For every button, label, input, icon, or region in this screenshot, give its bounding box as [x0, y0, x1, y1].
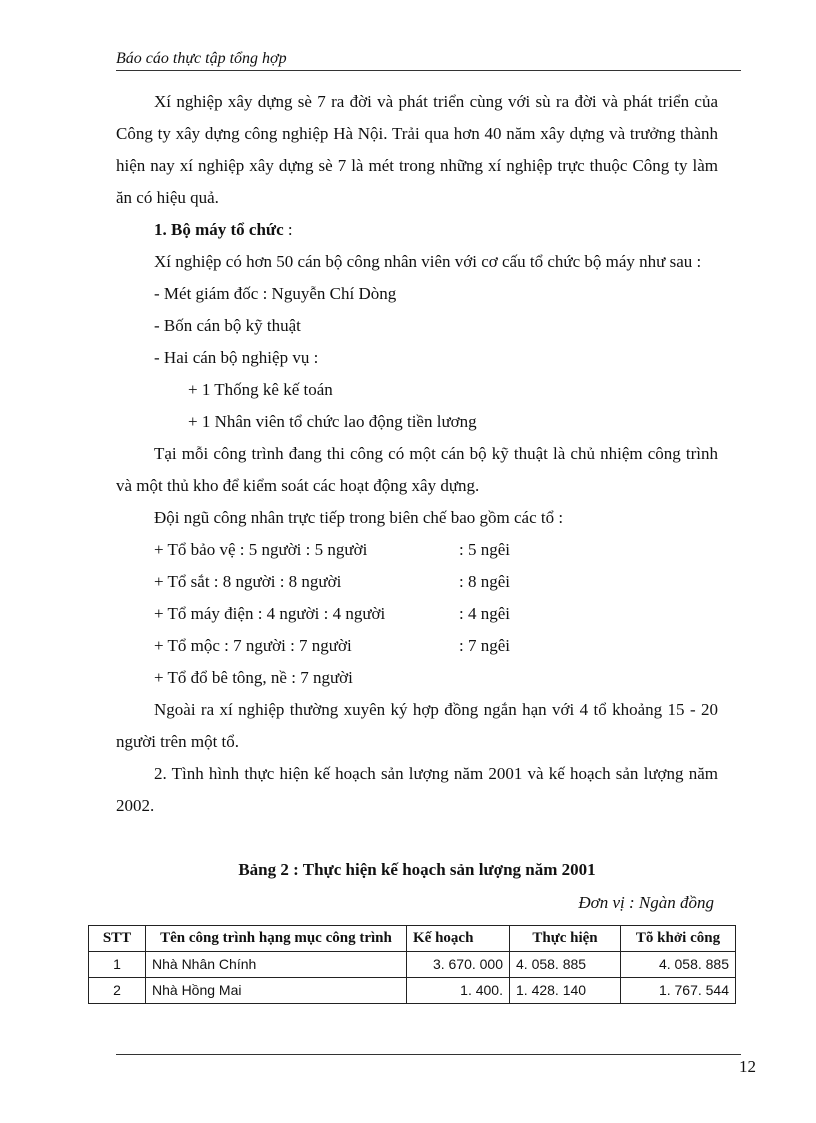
header-plan: Kế hoạch — [407, 926, 510, 952]
crew-count: : 5 ngêi — [459, 540, 510, 559]
page-header — [116, 50, 741, 71]
structure-paragraph: Xí nghiệp có hơn 50 cán bộ công nhân viên với cơ cấu tổ chức bộ máy như sau : — [154, 252, 702, 271]
header-actual: Thực hiện — [510, 926, 621, 952]
header-project-name: Tên công trình hạng mục công trình — [146, 926, 407, 952]
header-since-start: Tõ khởi công — [621, 926, 736, 952]
crew-row — [116, 598, 718, 630]
cell-since-start: 4. 058. 885 — [621, 952, 736, 978]
contract-paragraph: Ngoài ra xí nghiệp thường xuyên ký hợp đồng ngắn hạn với 4 tổ khoảng 15 - 20 người trên một tổ. — [116, 700, 718, 751]
table-row — [89, 978, 736, 1004]
table-header-row — [89, 926, 736, 952]
production-plan-table — [88, 925, 736, 1004]
list-item: - Mét giám đốc : Nguyễn Chí Dòng — [154, 284, 397, 303]
crew-label: + Tổ đổ bê tông, nề : 7 người — [154, 668, 353, 687]
crew-label: + Tổ sắt : 8 người : 8 người — [154, 572, 342, 591]
header-title: Báo cáo thực tập tổng hợp — [116, 50, 287, 67]
cell-project-name: Nhà Hồng Mai — [146, 978, 407, 1004]
body-text — [116, 86, 718, 822]
crew-row — [116, 534, 718, 566]
intro-paragraph: Xí nghiệp xây dựng sè 7 ra đời và phát triển cùng với sù ra đời và phát triển của Công ty xây dựng công nghiệp Hà Nội. Trải qua hơn 40 năm xây dựng và trưởng thành hiện nay xí nghiệp xây dựng sè 7 là mét trong những xí nghiệp trực thuộc Công ty làm ăn có hiệu quả. — [116, 92, 718, 207]
footer-divider — [116, 1054, 741, 1055]
table-caption: Bảng 2 : Thực hiện kế hoạch sản lượng năm 2001 — [238, 860, 596, 879]
header-stt: STT — [89, 926, 146, 952]
crew-intro: Đội ngũ công nhân trực tiếp trong biên chế bao gồm các tổ : — [154, 508, 564, 527]
crew-row — [116, 566, 718, 598]
crew-label: + Tổ mộc : 7 người : 7 người — [154, 636, 352, 655]
crew-label: + Tổ bảo vệ : 5 người : 5 người — [154, 540, 368, 559]
crew-row — [116, 662, 718, 694]
cell-actual: 1. 428. 140 — [510, 978, 621, 1004]
list-item: - Bốn cán bộ kỹ thuật — [154, 316, 301, 335]
cell-since-start: 1. 767. 544 — [621, 978, 736, 1004]
sub-list-item: + 1 Thống kê kế toán — [188, 380, 333, 399]
section-1-heading-suffix: : — [283, 220, 293, 239]
section-1-heading-text: 1. Bộ máy tổ chức — [154, 220, 284, 239]
cell-plan: 1. 400. — [407, 978, 510, 1004]
crew-count: : 7 ngêi — [459, 636, 510, 655]
section-2-paragraph: 2. Tình hình thực hiện kế hoạch sản lượng năm 2001 và kế hoạch sản lượng năm 2002. — [116, 764, 718, 815]
table-row — [89, 952, 736, 978]
cell-project-name: Nhà Nhân Chính — [146, 952, 407, 978]
page-number: 12 — [739, 1057, 756, 1076]
cell-stt: 1 — [89, 952, 146, 978]
table-unit: Đơn vị : Ngàn đồng — [578, 893, 714, 912]
section-1-heading — [116, 214, 718, 246]
sub-list-item: + 1 Nhân viên tổ chức lao động tiền lương — [188, 412, 477, 431]
crew-count: : 8 ngêi — [459, 572, 510, 591]
list-item: - Hai cán bộ nghiệp vụ : — [154, 348, 319, 367]
crew-count: : 4 ngêi — [459, 604, 510, 623]
site-paragraph: Tại mỗi công trình đang thi công có một cán bộ kỹ thuật là chủ nhiệm công trình và một thủ kho để kiểm soát các hoạt động xây dựng. — [116, 444, 718, 495]
cell-plan: 3. 670. 000 — [407, 952, 510, 978]
crew-row — [116, 630, 718, 662]
cell-stt: 2 — [89, 978, 146, 1004]
cell-actual: 4. 058. 885 — [510, 952, 621, 978]
crew-label: + Tổ máy điện : 4 người : 4 người — [154, 604, 386, 623]
